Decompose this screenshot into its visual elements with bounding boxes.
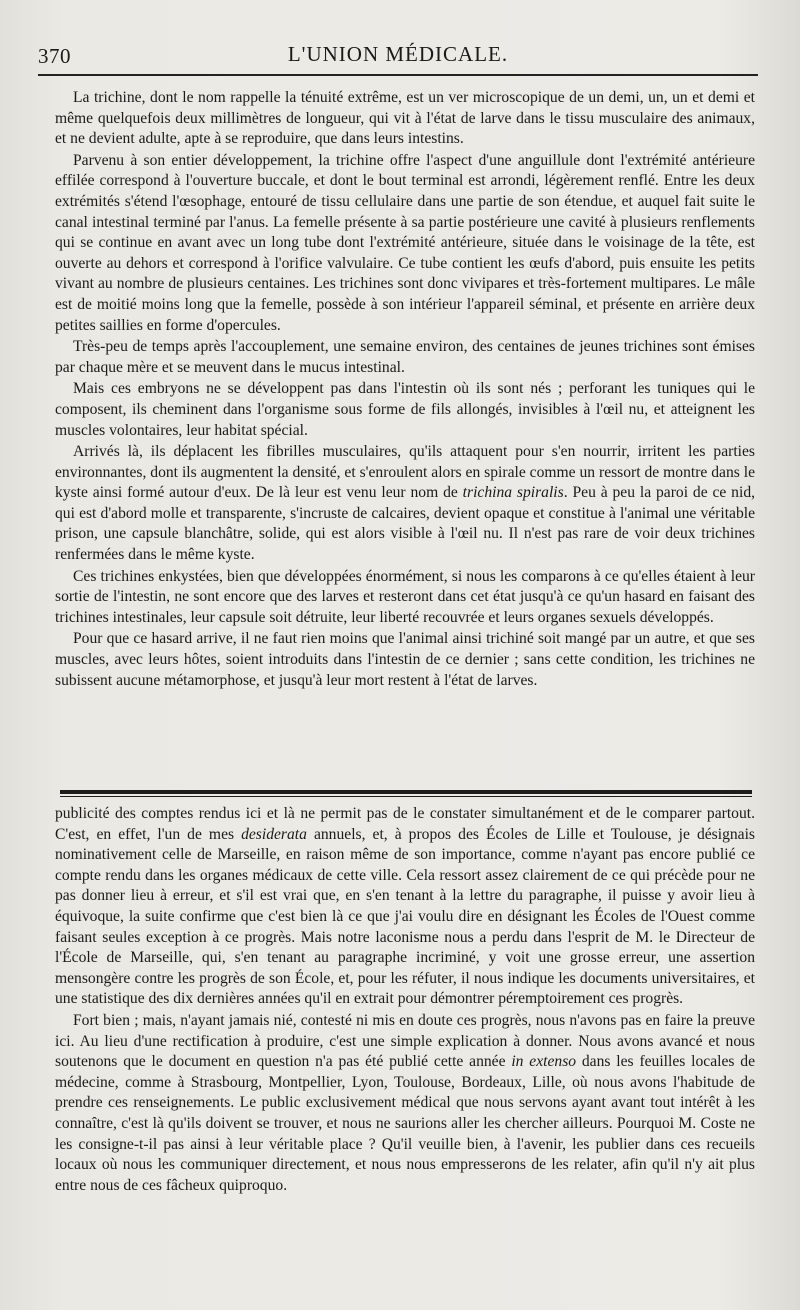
paragraph: Très-peu de temps après l'accouplement, une semaine environ, des centaines de jeunes trichines sont émises par chaque mère et se meuvent dans le mucus intestinal.	[55, 338, 755, 376]
running-title: L'UNION MÉDICALE.	[287, 42, 509, 66]
paragraph	[55, 804, 755, 1010]
divider-thin-rule	[60, 796, 752, 797]
italic-term: trichina spiralis	[462, 484, 564, 502]
paragraph-text: dans les feuilles locales de médecine, comme à Strasbourg, Montpellier, Lyon, Toulouse, Bordeaux, Lille, où nous avons l'habitude de prendre ces renseignements. Le public exclusivement médical que nous servons ayant avant tout intérêt à les connaître, c'est là qu'ils doivent se trouver, et nous ne saurions aller les chercher ailleurs. Pourquoi M. Coste ne les consigne-t-il pas ainsi à leur véritable place ? Qu'il veuille bien, à l'avenir, les publier dans ces recueils locaux où nous les communiquer directement, et nous nous empresserons de les relater, afin qu'il n'y ait plus entre nous de ces fâcheux quiproquo.	[55, 1053, 755, 1194]
paragraph	[55, 1011, 755, 1196]
paragraph: Parvenu à son entier développement, la trichine offre l'aspect d'une anguillule dont l'extrémité antérieure effilée correspond à l'ouverture buccale, et dont le bout terminal est arrondi, légèrement renflé. Entre les deux extrémités s'étend l'œsophage, entouré de tissu cellulaire dans une partie de son étendue, et auquel fait suite le canal intestinal terminé par l'anus. La femelle présente à sa partie postérieure une cavité à plusieurs renflements qui se continue en avant avec un long tube dont l'extrémité antérieure, située dans le voisinage de la tête, est ouverte au dehors et correspond à l'orifice valvulaire. Ce tube contient les œufs d'abord, puis ensuite les petits vivant au nombre de plusieurs centaines. Les trichines sont donc vivipares et très-fortement multipares. Le mâle est de moitié moins long que la femelle, possède à son intérieur l'appareil séminal, et présente en arrière deux petites saillies en forme d'opercules.	[55, 151, 755, 334]
paragraph-text: annuels, et, à propos des Écoles de Lille et Toulouse, je désignais nominativement celle de Marseille, en raison même de son importance, comme n'ayant pas encore publié ce compte rendu dans les organes médicaux de cette ville. Cela ressort assez clairement de ce qui précède pour ne pas donner lieu à erreur, et s'il est vrai que, en s'en tenant à la lettre du paragraphe, il puisse y avoir lieu à équivoque, la suite confirme que c'est bien là ce que j'ai voulu dire en désignant les Écoles de l'Ouest comme faisant seules exception à ce progrès. Mais notre laconisme nous a perdu dans l'esprit de M. le Directeur de l'École de Marseille, qui, s'en tenant au paragraphe incriminé, y voit une grosse erreur, une assertion mensongère contre les progrès de son École, et, pour les réfuter, il nous indique les documents universitaires, et une statistique des dix dernières années qu'il en extrait pour démontrer péremptoirement ces progrès.	[55, 825, 755, 1008]
paragraph-text: publicité des comptes rendus ici et là ne permit pas de le constater simultanément et de le comparer partout. C'est, en effet, l'un de mes	[55, 805, 755, 843]
section-divider	[60, 790, 752, 800]
paragraph: La trichine, dont le nom rappelle la ténuité extrême, est un ver microscopique de un demi, un, un et demi et même quelquefois deux millimètres de longueur, qui vit à l'état de larve dans le tissu musculaire des animaux, et ne devient adulte, apte à se reproduire, que dans leurs intestins.	[55, 89, 755, 148]
paragraph-text: Arrivés là, ils déplacent les fibrilles musculaires, qu'ils attaquent pour s'en nourrir, irritent les parties environnantes, dont ils augmentent la densité, et s'enroulent alors en spirale comme un ressort de montre dans le kyste ainsi formé autour d'eux. De là leur est venu leur nom de	[55, 443, 755, 502]
paragraph-text: Fort bien ; mais, n'ayant jamais nié, contesté ni mis en doute ces progrès, nous n'avons pas en faire la preuve ici. Au lieu d'une rectification à produire, c'est une simple explication à donner. Nous avons avancé et nous soutenons que le document en question n'a pas été publié cette année	[55, 1011, 755, 1071]
paragraph-spiralis	[55, 442, 755, 566]
paragraph: Ces trichines enkystées, bien que développées énormément, si nous les comparons à ce qu'elles étaient à leur sortie de l'intestin, ne sont encore que des larves et resteront dans cet état jusqu'à ce qu'un hasard en faisant des trichines intestinales, leur capsule soit détruite, leur liberté recouvrée et leurs organes sexuels développés.	[55, 567, 755, 626]
paragraph: Mais ces embryons ne se développent pas dans l'intestin où ils sont nés ; perforant les tuniques qui le composent, ils cheminent dans l'organisme sous forme de fils allongés, invisibles à l'œil nu, et atteignent les muscles volontaires, leur habitat spécial.	[55, 380, 755, 439]
divider-thick-rule	[60, 790, 752, 794]
feuilleton-article	[55, 804, 755, 1196]
page-header	[38, 38, 758, 76]
italic-term: desiderata	[241, 825, 307, 843]
trichina-article	[55, 88, 755, 691]
page-number: 370	[38, 44, 71, 68]
italic-term: in extenso	[511, 1053, 577, 1071]
paragraph-text: . Peu à peu la paroi de ce nid, qui est d'abord molle et transparente, s'incruste de calcaires, devient opaque et constitue à l'animal une véritable prison, une capsule blanchâtre, solide, qui est alors visible à l'œil nu. Il n'est pas rare de voir deux trichines renfermées dans le même kyste.	[55, 484, 756, 564]
paragraph: Pour que ce hasard arrive, il ne faut rien moins que l'animal ainsi trichiné soit mangé par un autre, et que ses muscles, avec leurs hôtes, soient introduits dans l'intestin de ce dernier ; sans cette condition, les trichines ne subissent aucune métamorphose, et jusqu'à leur mort restent à l'état de larves.	[55, 630, 755, 689]
